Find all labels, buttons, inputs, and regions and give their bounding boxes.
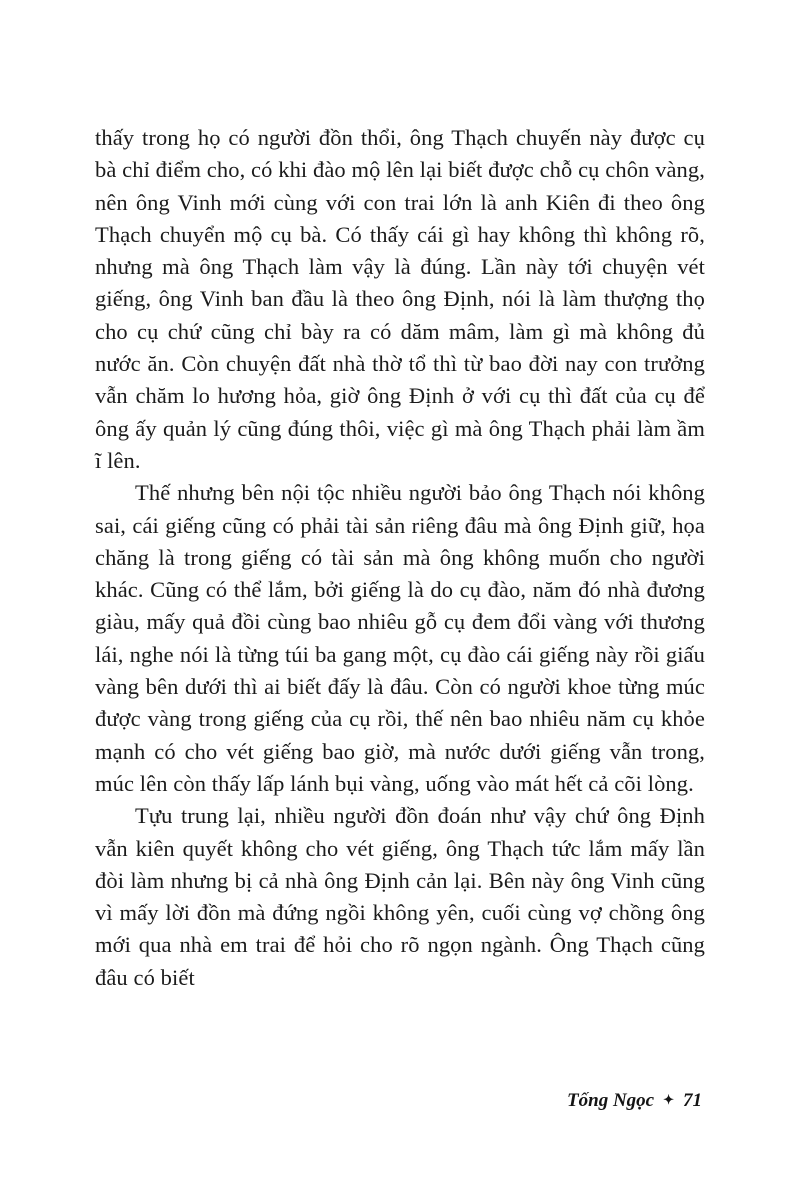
paragraph: Thế nhưng bên nội tộc nhiều người bảo ông Thạch nói không sai, cái giếng cũng có phải tài sản riêng đâu mà ông Định giữ, họa chăng là trong giếng có tài sản mà ông không muốn cho người khác. Cũng có thể lắm, bởi giếng là do cụ đào, năm đó nhà đương giàu, mấy quả đồi cùng bao nhiêu gỗ cụ đem đổi vàng với thương lái, nghe nói là từng túi ba gang một, cụ đào cái giếng này rồi giấu vàng bên dưới thì ai biết đấy là đâu. Còn có người khoe từng múc được vàng trong giếng của cụ rồi, thế nên bao nhiêu năm cụ khỏe mạnh có cho vét giếng bao giờ, mà nước dưới giếng vẫn trong, múc lên còn thấy lấp lánh bụi vàng, uống vào mát hết cả cõi lòng. [95, 480, 705, 796]
diamond-icon: ✦ [663, 1092, 674, 1107]
page-footer [567, 1090, 702, 1112]
footer-author: Tống Ngọc [567, 1090, 655, 1111]
page-number: 71 [683, 1090, 702, 1111]
paragraph: thấy trong họ có người đồn thổi, ông Thạch chuyến này được cụ bà chỉ điểm cho, có khi đào mộ lên lại biết được chỗ cụ chôn vàng, nên ông Vinh mới cùng với con trai lớn là anh Kiên đi theo ông Thạch chuyển mộ cụ bà. Có thấy cái gì hay không thì không rõ, nhưng mà ông Thạch làm vậy là đúng. Lần này tới chuyện vét giếng, ông Vinh ban đầu là theo ông Định, nói là làm thượng thọ cho cụ chứ cũng chỉ bày ra có dăm mâm, làm gì mà không đủ nước ăn. Còn chuyện đất nhà thờ tổ thì từ bao đời nay con trưởng vẫn chăm lo hương hỏa, giờ ông Định ở với cụ thì đất của cụ để ông ấy quản lý cũng đúng thôi, việc gì mà ông Thạch phải làm ầm ĩ lên. [95, 125, 705, 473]
page-text [95, 122, 705, 994]
paragraph: Tựu trung lại, nhiều người đồn đoán như vậy chứ ông Định vẫn kiên quyết không cho vét giếng, ông Thạch tức lắm mấy lần đòi làm nhưng bị cả nhà ông Định cản lại. Bên này ông Vinh cũng vì mấy lời đồn mà đứng ngồi không yên, cuối cùng vợ chồng ông mới qua nhà em trai để hỏi cho rõ ngọn ngành. Ông Thạch cũng đâu có biết [95, 803, 705, 990]
